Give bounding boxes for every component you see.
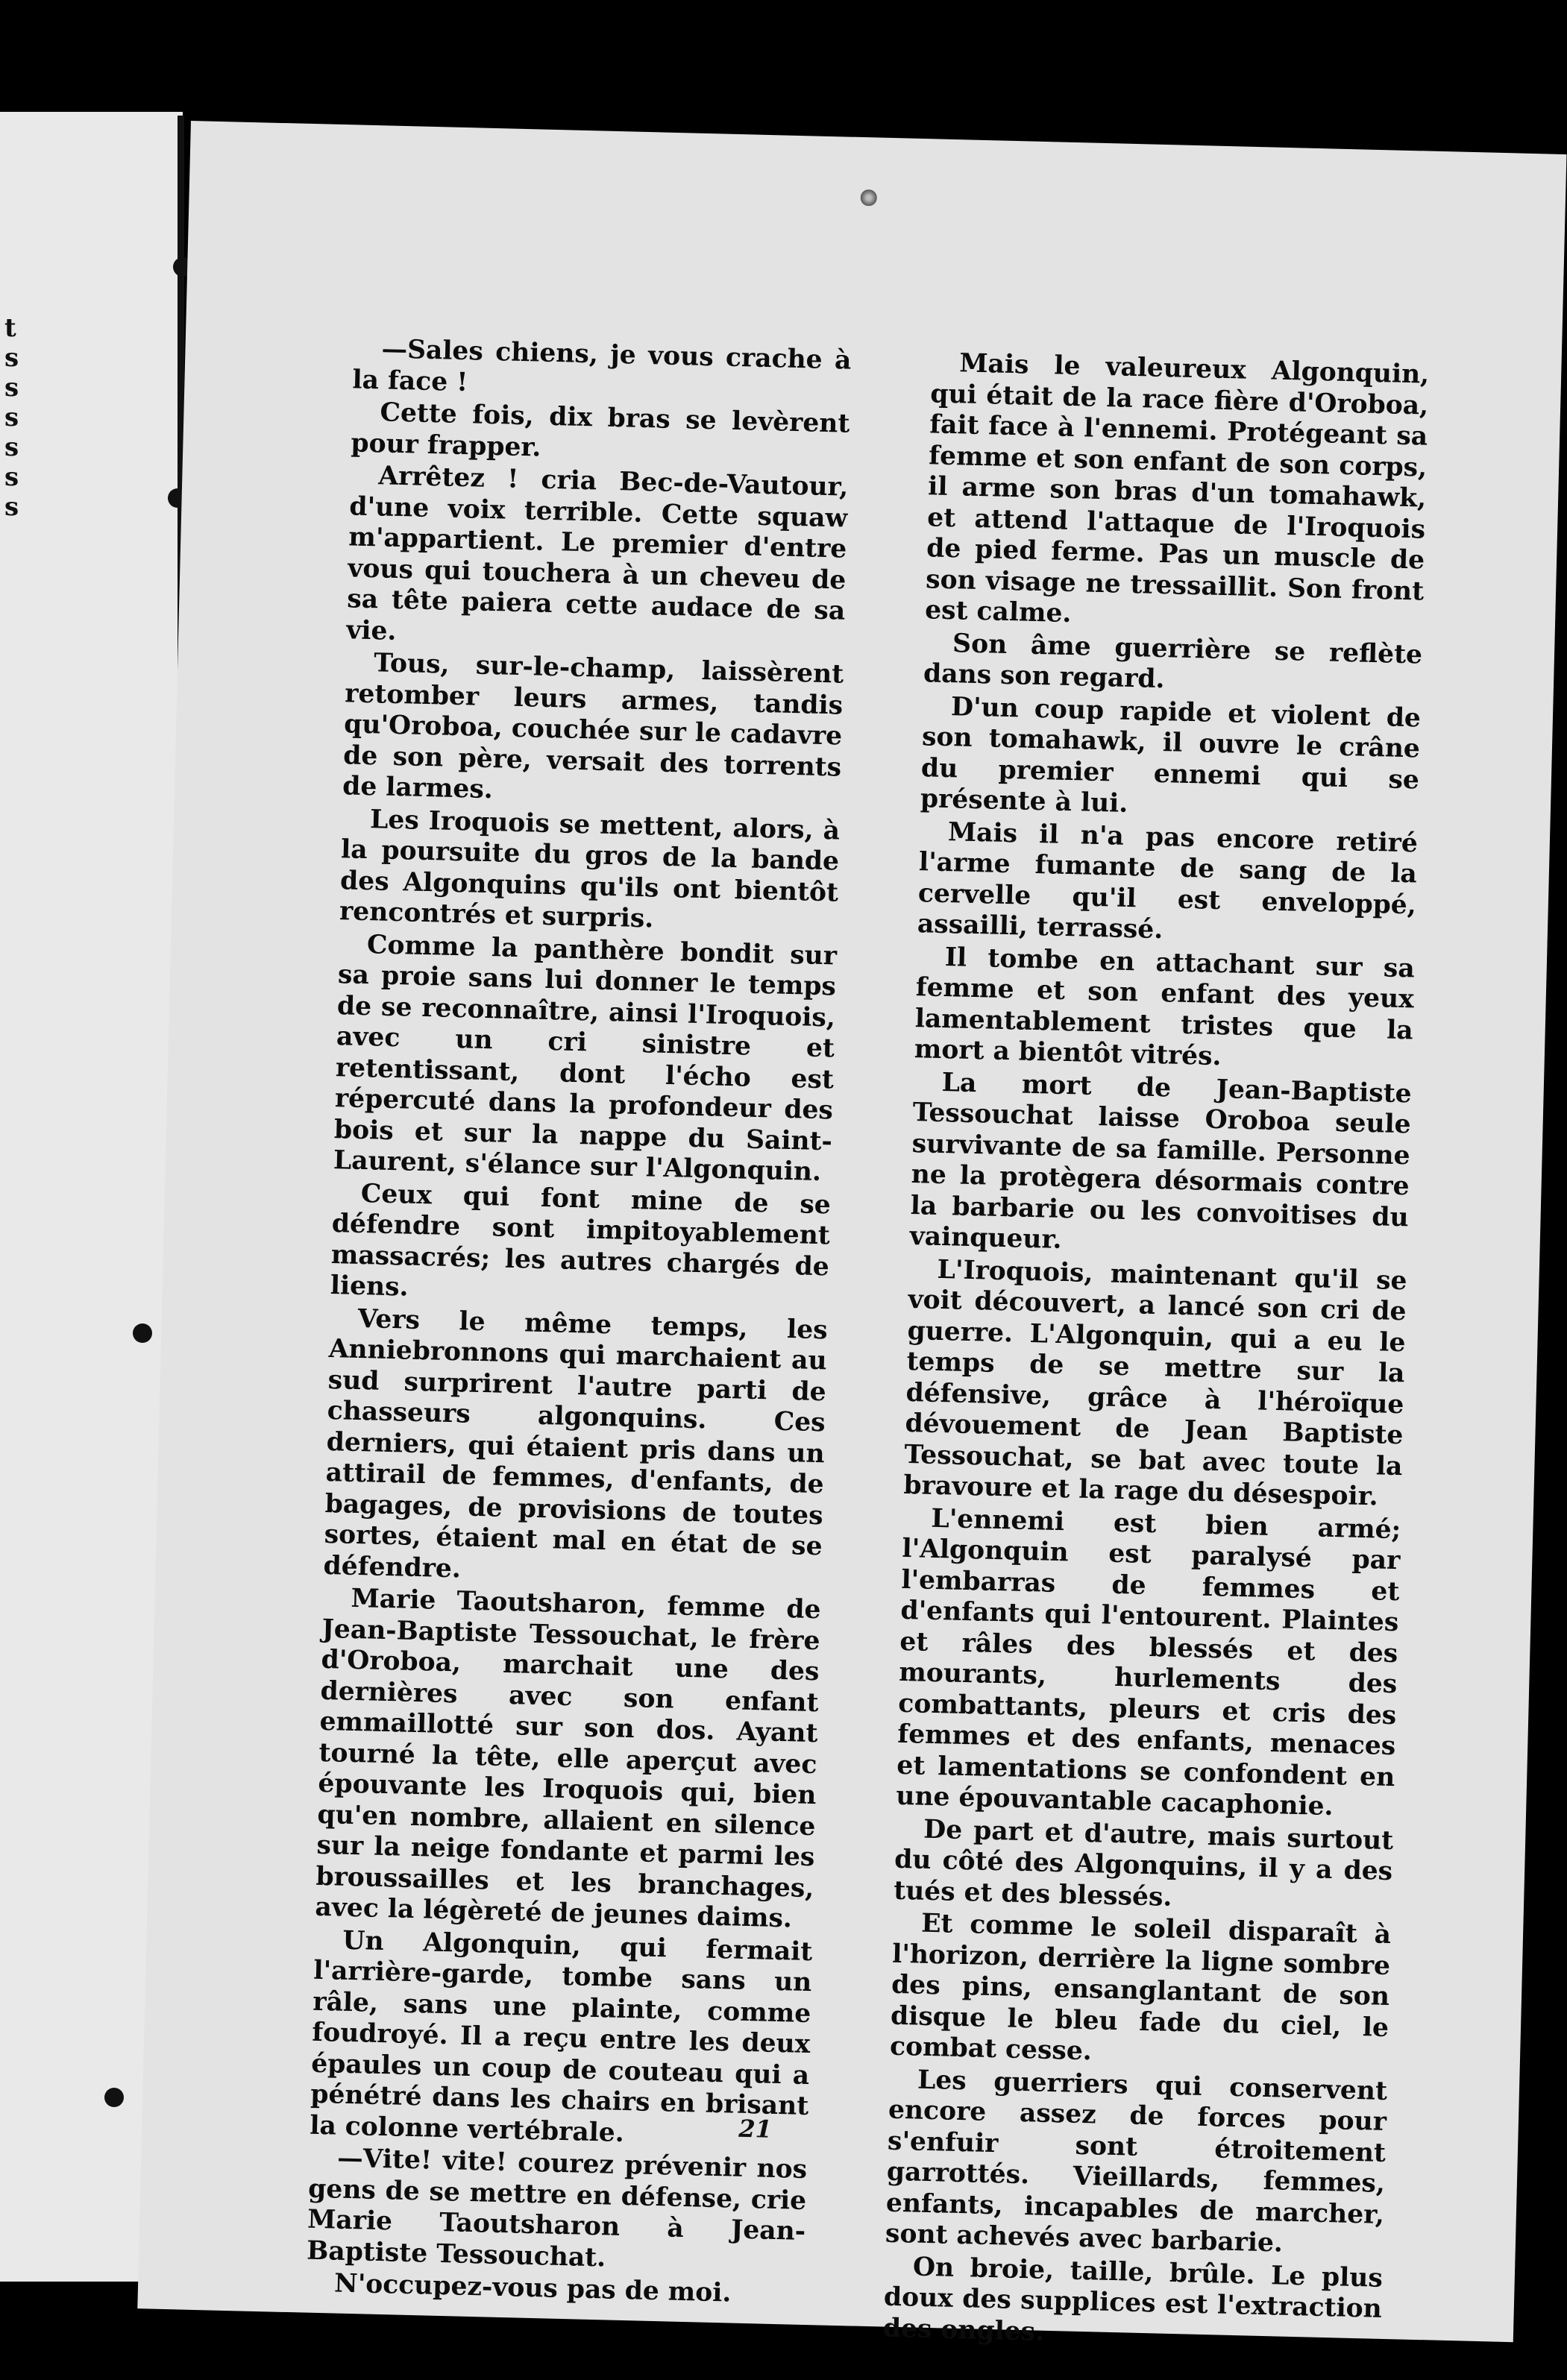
paragraph: Cette fois, dix bras se levèrent pour frapper. <box>351 397 850 463</box>
paragraph: De part et d'autre, mais surtout du côté des Algonquins, il y a des tués et des blessés. <box>893 1814 1394 1912</box>
edge-mark: s <box>4 373 19 403</box>
paragraph: L'Iroquois, maintenant qu'il se voit découvert, a lancé son cri de guerre. L'Algonquin, qui a eu le temps de se mettre sur la défensive, grâce à l'héroïque dévouement de Jean Baptiste Tessouchat, se bat avec toute la bravoure et la rage du désespoir. <box>903 1254 1407 1512</box>
paragraph: D'un coup rapide et violent de son tomahawk, il ouvre le crâne du premier ennemi qui se présente à lui. <box>920 691 1422 819</box>
edge-mark: s <box>4 492 19 522</box>
paragraph: On broie, taille, brûle. Le plus doux des supplices est l'extraction des ongles. <box>882 2252 1384 2347</box>
paragraph: Comme la panthère bondit sur sa proie sans lui donner le temps de se reconnaître, ainsi l'Iroquois, avec un cri sinistre et retentissant, dont l'écho est répercuté dans la profondeur des bois et sur la nappe du Saint-Laurent, s'élance sur l'Algonquin. <box>333 929 838 1188</box>
paragraph: Ceux qui font mine de se défendre sont impitoyablement massacrés; les autres chargés de liens. <box>330 1178 832 1303</box>
edge-mark: s <box>4 403 19 432</box>
paragraph: Arrêtez ! cria Bec-de-Vautour, d'une voix terrible. Cette squaw m'appartient. Le premier d'entre vous qui touchera à un cheveu de sa tête paiera cette audace de sa vie. <box>345 461 849 646</box>
paragraph: —Vite! vite! courez prévenir nos gens de se mettre en défense, crie Marie Taoutsharon à Jean-Baptiste Tessouchat. <box>306 2143 808 2273</box>
paragraph: Un Algonquin, qui fermait l'arrière-garde, tombe sans un râle, sans une plainte, comme foudroyé. Il a reçu entre les deux épaules un coup de couteau qui a pénétré dans les chairs en brisant la colonne vertébrale. <box>309 1925 813 2148</box>
paragraph: L'ennemi est bien armé; l'Algonquin est paralysé par l'embarras de femmes et d'enfants qui l'entourent. Plaintes et râles des blessés et des mourants, hurlements des combattants, pleurs et cris des femmes et des enfants, menaces et lamentations se confondent en une épouvantable cacaphonie. <box>895 1503 1401 1822</box>
scan-speck <box>860 189 877 207</box>
paragraph: Les guerriers qui conservent encore assez de forces pour s'enfuir sont étroitement garrottés. Vieillards, femmes, enfants, incapables de marcher, sont achevés avec barbarie. <box>885 2065 1388 2258</box>
edge-mark: s <box>4 432 19 462</box>
edge-mark: s <box>4 343 19 373</box>
paragraph: Vers le même temps, les Anniebronnons qui marchaient au sud surprirent l'autre parti de chasseurs algonquins. Ces derniers, qui étaient pris dans un attirail de femmes, d'enfants, de bagages, de provisions de toutes sortes, étaient mal en état de se défendre. <box>323 1303 829 1584</box>
paragraph: Et comme le soleil disparaît à l'horizon, derrière la ligne sombre des pins, ensanglantant de son disque le bleu fade du ciel, le combat cesse. <box>889 1908 1392 2067</box>
text-column-right <box>882 347 1429 2358</box>
paragraph: Les Iroquois se mettent, alors, à la poursuite du gros de la bande des Algonquins qu'ils ont bientôt rencontrés et surpris. <box>339 804 841 934</box>
paragraph: La mort de Jean-Baptiste Tessouchat laisse Oroboa seule survivante de sa famille. Personne ne la protègera désormais contre la barbarie ou les convoitises du vainqueur. <box>909 1067 1413 1255</box>
paragraph: N'occupez-vous pas de moi. <box>333 2268 732 2308</box>
binding-hole <box>104 2088 124 2107</box>
paragraph: Son âme guerrière se reflète dans son regard. <box>923 628 1423 695</box>
edge-mark: s <box>4 462 19 492</box>
paragraph: Tous, sur-le-champ, laissèrent retomber leurs armes, tandis qu'Oroboa, couchée sur le cadavre de son père, versait des torrents de larmes. <box>342 648 844 805</box>
edge-mark: t <box>4 313 16 343</box>
paragraph: —Sales chiens, je vous crache à la face ! <box>352 334 852 397</box>
paragraph: Marie Taoutsharon, femme de Jean-Baptiste Tessouchat, le frère d'Oroboa, marchait une des dernières avec son enfant emmaillotté sur son dos. Ayant tourné la tête, elle aperçut avec épouvante les Iroquois qui, bien qu'en nombre, allaient en silence sur la neige fondante et parmi les broussailles et les branchages, avec la légèreté de jeunes daims. <box>315 1583 821 1934</box>
paragraph: Il tombe en attachant sur sa femme et son enfant des yeux lamentablement tristes que la mort a bientôt vitrés. <box>914 942 1416 1072</box>
book-page <box>137 121 1566 2347</box>
paragraph: Mais le valeureux Algonquin, qui était de la race fière d'Oroboa, fait face à l'ennemi. Protégeant sa femme et son enfant de son corps, il arme son bras d'un tomahawk, et attend l'attaque de l'Iroquois de pied ferme. Pas un muscle de son visage ne tressaillit. Son front est calme. <box>924 348 1430 629</box>
text-column-left <box>306 333 852 2312</box>
binding-hole <box>133 1323 152 1343</box>
left-page-edge-marks <box>4 313 19 522</box>
page-number: 21 <box>738 2114 773 2144</box>
paragraph: Mais il n'a pas encore retiré l'arme fumante de sang de la cervelle qu'il est enveloppé, assailli, terrassé. <box>917 816 1419 945</box>
